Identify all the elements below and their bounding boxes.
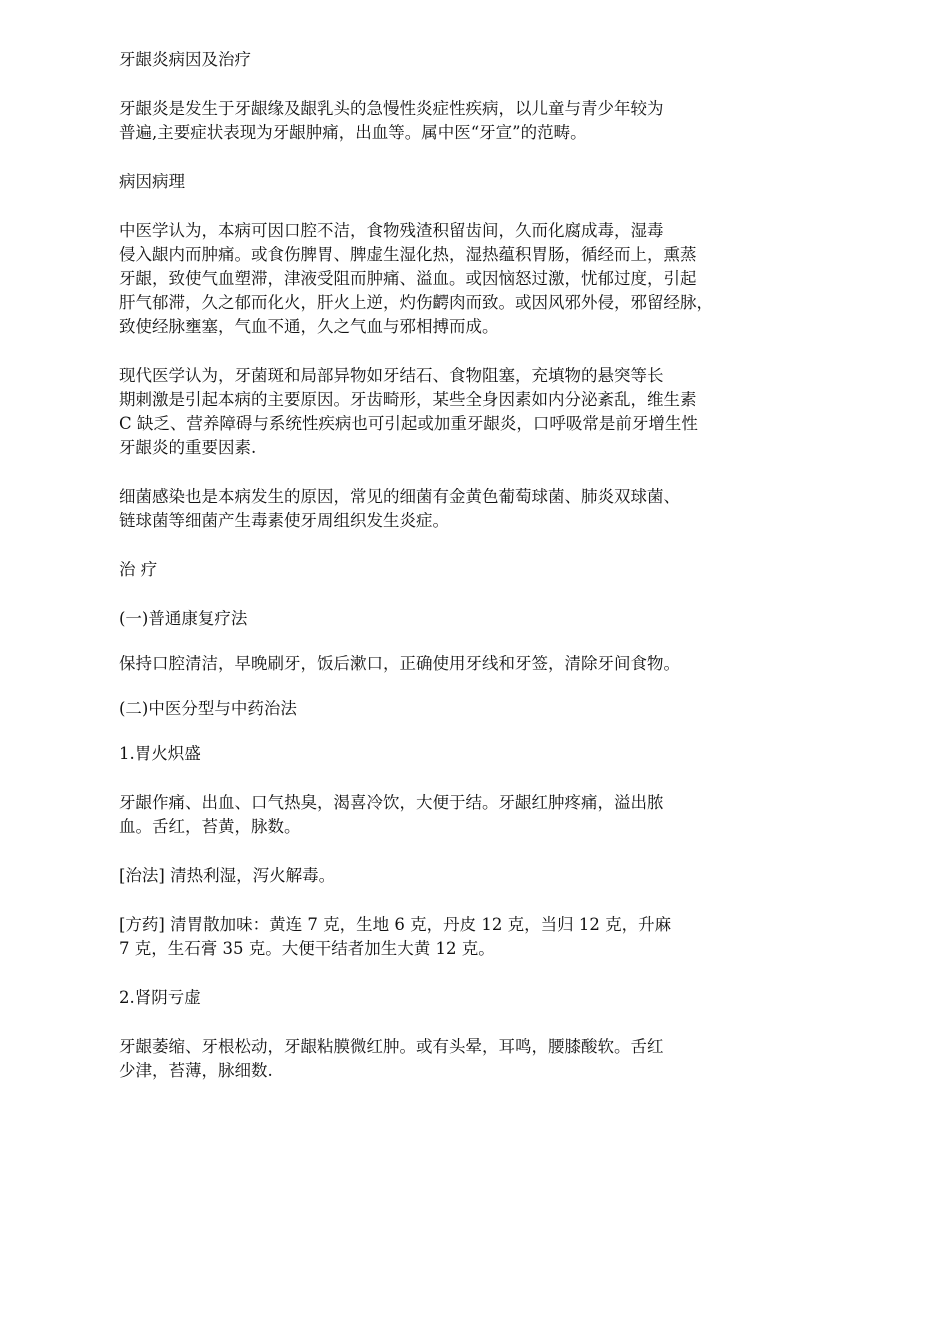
text-line: 期刺激是引起本病的主要原因。牙齿畸形，某些全身因素如内分泌紊乱，维生素	[119, 390, 697, 409]
type2-heading	[119, 986, 759, 1010]
text-line: 致使经脉壅塞，气血不通，久之气血与邪相搏而成。	[119, 317, 499, 336]
text-line: 病因病理	[119, 172, 185, 191]
text-line: (一)普通康复疗法	[119, 609, 248, 628]
text-line: 1.胃火炽盛	[119, 744, 201, 763]
intro-paragraph	[119, 97, 759, 145]
method1-heading	[119, 607, 759, 631]
tcm-paragraph	[119, 219, 759, 339]
text-line: 牙龈萎缩、牙根松动，牙龈粘膜微红肿。或有头晕，耳鸣，腰膝酸软。舌红	[119, 1037, 664, 1056]
text-line: 肝气郁滞，久之郁而化火，肝火上逆，灼伤齶肉而致。或因风邪外侵，邪留经脉，	[119, 293, 713, 312]
text-line: 普遍,主要症状表现为牙龈肿痛，出血等。属中医“牙宣”的范畴。	[119, 123, 587, 142]
document-title	[119, 48, 759, 72]
text-line: 牙龈，致使气血塑滞，津液受阻而肿痛、溢血。或因恼怒过激，忧郁过度，引起	[119, 269, 697, 288]
text-line: C 缺乏、营养障碍与系统性疾病也可引起或加重牙龈炎，口呼吸常是前牙增生性	[119, 414, 698, 433]
text-line: 少津，苔薄，脉细数.	[119, 1061, 273, 1080]
text-line: 现代医学认为，牙菌斑和局部异物如牙结石、食物阻塞，充填物的悬突等长	[119, 366, 664, 385]
type2-symptoms	[119, 1035, 759, 1083]
bacteria-paragraph	[119, 485, 759, 533]
document-page	[119, 48, 759, 1083]
type1-method	[119, 864, 759, 888]
method2-heading	[119, 697, 759, 721]
text-line: 7 克，生石膏 35 克。大便干结者加生大黄 12 克。	[119, 939, 495, 958]
text-line: 2.肾阴亏虚	[119, 988, 201, 1007]
text-line: 保持口腔清洁，早晚刷牙，饭后漱口，正确使用牙线和牙签，清除牙间食物。	[119, 654, 680, 673]
etiology-heading	[119, 170, 759, 194]
text-line: 细菌感染也是本病发生的原因，常见的细菌有金黄色葡萄球菌、肺炎双球菌、	[119, 487, 680, 506]
modern-medicine-paragraph	[119, 364, 759, 460]
text-line: 牙龈炎的重要因素.	[119, 438, 257, 457]
text-line: 中医学认为，本病可因口腔不洁，食物残渣积留齿间，久而化腐成毒，湿毒	[119, 221, 664, 240]
text-line: [治法] 清热利湿，泻火解毒。	[119, 866, 336, 885]
type1-prescription	[119, 913, 759, 961]
text-line: 治 疗	[119, 560, 158, 579]
text-line: 牙龈炎病因及治疗	[119, 50, 251, 69]
text-line: 牙龈作痛、出血、口气热臭，渴喜冷饮，大便于结。牙龈红肿疼痛，溢出脓	[119, 793, 664, 812]
text-line: (二)中医分型与中药治法	[119, 699, 297, 718]
text-line: [方药] 清胃散加味：黄连 7 克，生地 6 克，丹皮 12 克，当归 12 克，升麻	[119, 915, 672, 934]
text-line: 牙龈炎是发生于牙龈缘及龈乳头的急慢性炎症性疾病，以儿童与青少年较为	[119, 99, 664, 118]
text-line: 链球菌等细菌产生毒素使牙周组织发生炎症。	[119, 511, 449, 530]
treatment-heading	[119, 558, 759, 582]
type1-heading	[119, 742, 759, 766]
text-line: 血。舌红，苔黄，脉数。	[119, 817, 301, 836]
text-line: 侵入龈内而肿痛。或食伤脾胃、脾虚生湿化热，湿热蕴积胃肠，循经而上，熏蒸	[119, 245, 697, 264]
method1-text	[119, 652, 759, 676]
type1-symptoms	[119, 791, 759, 839]
